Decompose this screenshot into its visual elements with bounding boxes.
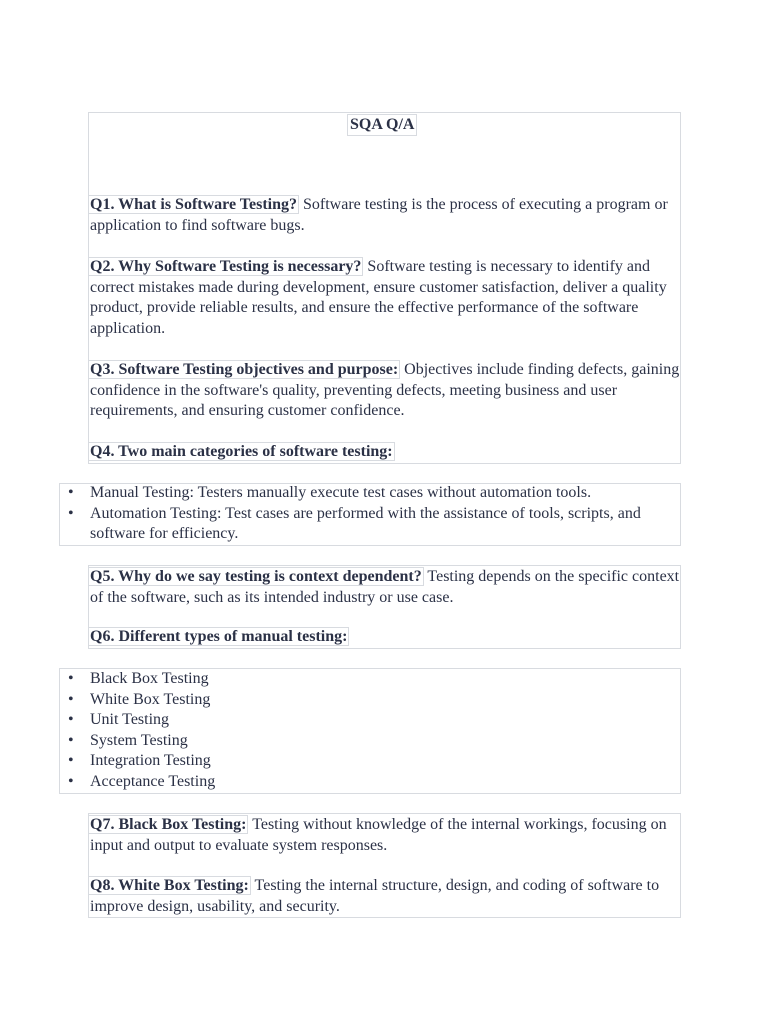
list-item (60, 483, 680, 504)
qa-item-5 (90, 567, 690, 608)
list-item (60, 751, 680, 772)
qa-item-8 (90, 876, 690, 917)
bullet-icon: • (68, 772, 74, 790)
categories-list (60, 483, 680, 545)
list-item (60, 772, 680, 793)
answer-text: Software testing is necessary to identify and correct mistakes made during development, ensure customer satisfaction, deliver a quality product, provide reliable results, and ensure the effective performance of the software application. (90, 258, 667, 337)
list-item-text: Manual Testing: Testers manually execute test cases without automation tools. (90, 484, 592, 501)
list-item-text: Acceptance Testing (90, 772, 216, 790)
page-title: SQA Q/A (347, 114, 417, 136)
list-item-text: White Box Testing (90, 690, 211, 708)
list-item (60, 669, 680, 690)
bullet-icon: • (68, 670, 74, 687)
bullet-icon: • (68, 484, 74, 501)
list-item-text: Black Box Testing (90, 670, 209, 687)
list-item (60, 690, 680, 711)
list-item-text: Integration Testing (90, 752, 211, 769)
question-label: Q8. White Box Testing: (90, 877, 249, 894)
bullet-icon: • (68, 752, 74, 769)
qa-item-3 (90, 360, 690, 422)
answer-text: Testing the internal structure, design, and coding of software to improve design, usability, and security. (90, 877, 660, 915)
qa-item-1 (90, 195, 690, 236)
bullet-icon: • (68, 690, 74, 708)
qa-item-7 (90, 815, 690, 856)
question-label: Q5. Why do we say testing is context dependent? (90, 568, 422, 585)
bullet-icon: • (68, 731, 74, 749)
answer-text: Testing depends on the specific context of the software, such as its intended industry or use case. (90, 568, 680, 606)
qa-item-2 (90, 257, 690, 339)
qa-item-4 (90, 442, 690, 463)
question-label: Q2. Why Software Testing is necessary? (90, 258, 362, 275)
bullet-icon: • (68, 711, 74, 728)
qa-item-6 (90, 627, 690, 648)
question-label: Q4. Two main categories of software testing: (90, 443, 393, 460)
question-label: Q6. Different types of manual testing: (90, 628, 348, 645)
list-item (60, 710, 680, 731)
question-label: Q7. Black Box Testing: (90, 816, 247, 833)
question-label: Q1. What is Software Testing? (90, 196, 297, 213)
list-item-text: Automation Testing: Test cases are performed with the assistance of tools, scripts, and software for efficiency. (90, 504, 641, 542)
bullet-icon: • (68, 504, 74, 522)
list-item (60, 504, 680, 545)
list-item (60, 731, 680, 752)
list-item-text: Unit Testing (90, 711, 170, 728)
answer-text: Testing without knowledge of the internal workings, focusing on input and output to evaluate system responses. (90, 816, 667, 854)
manual-types-list (60, 669, 680, 792)
question-label: Q3. Software Testing objectives and purpose: (90, 361, 399, 378)
answer-text: Objectives include finding defects, gaining confidence in the software's quality, preventing defects, meeting business and user requirements, and ensuring customer confidence. (90, 361, 680, 419)
list-item-text: System Testing (90, 731, 188, 749)
answer-text: Software testing is the process of executing a program or application to find software bugs. (90, 196, 668, 234)
